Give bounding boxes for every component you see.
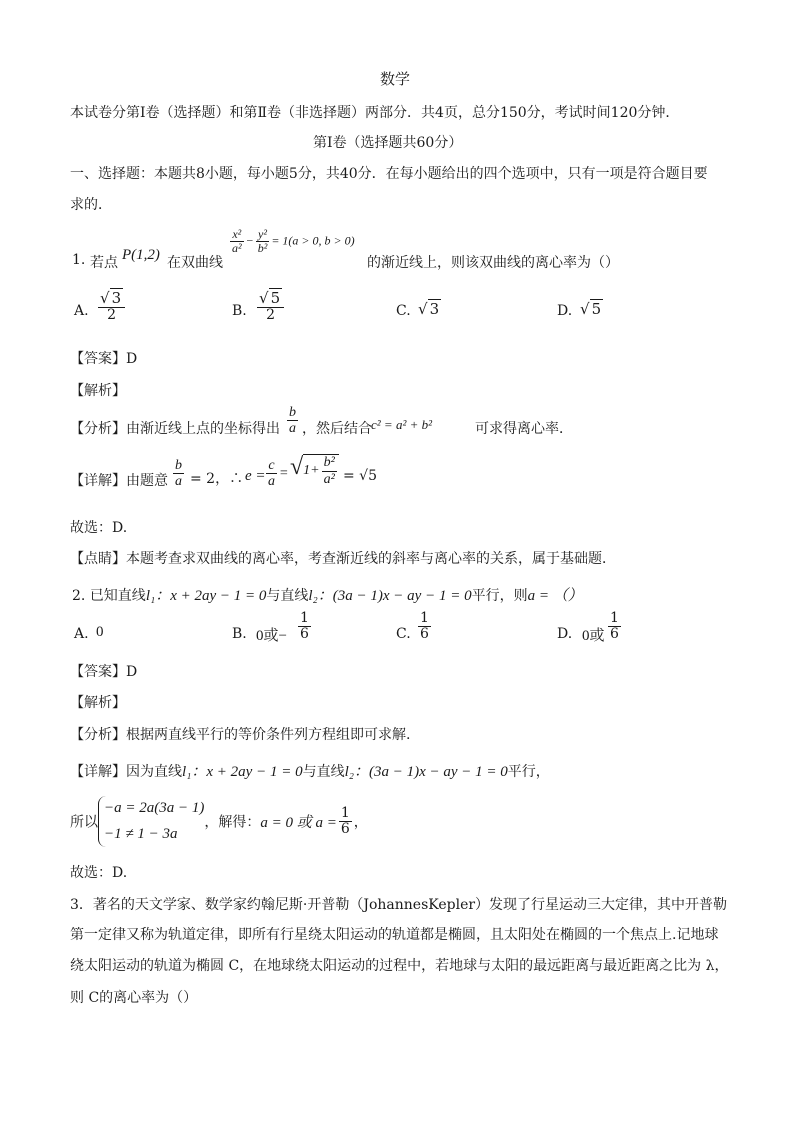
q2-system: 所以 −a = 2a(3a − 1) −1 ≠ 1 − 3a ，解得：a = 0 或 a = $\frac{1}{6}$ ，: [70, 796, 368, 847]
q3-line4: 则 C的离心率为（）: [70, 990, 198, 1006]
q1-option-a-value: $\frac{√ 3}{2}$: [96, 290, 127, 324]
q1-text-b: 在双曲线: [167, 255, 223, 271]
q2-option-b-label: B.: [232, 626, 247, 642]
q2-option-b-frac: $\frac{1}{6}$: [300, 610, 309, 643]
q1-point: P(1,2): [122, 247, 160, 263]
q1-comment: 【点睛】本题考查求双曲线的离心率，考查渐近线的斜率与离心率的关系，属于基础题．: [70, 551, 616, 567]
q1-detail-root: √1+ $\frac{\text{b²}}{\text{a²}}$: [290, 454, 339, 487]
q1-option-b-label: B.: [232, 303, 247, 319]
q1-fenxi-formula: c² = a² + b²: [371, 417, 433, 432]
q2-stem: 2. 已知直线l₁：x + 2ay − 1 = 0与直线l₂：(3a − 1)x − ay − 1 = 0平行，则a = （）: [72, 588, 583, 604]
q1-analysis-label: 【解析】: [70, 383, 126, 399]
detail-label: 【详解】: [70, 473, 126, 489]
q3-line1: 3．著名的天文学家、数学家约翰尼斯·开普勒（JohannesKepler）发现了行星运动三大定律，其中开普勒: [70, 897, 728, 913]
q1-conclusion: 故选：D.: [70, 520, 128, 536]
q1-answer-value: D: [126, 351, 138, 367]
q1-detail-b: = 2，∴: [190, 471, 244, 487]
q2-answer-value: D: [126, 664, 138, 680]
q3-line2: 第一定律又称为轨道定律，即所有行星绕太阳运动的轨道都是椭圆，且太阳处在椭圆的一个焦点上.记地球: [70, 927, 719, 943]
comment-label: 【点睛】: [70, 551, 126, 567]
q1-detail-c: = √5: [343, 468, 378, 484]
q1-fenxi-c: 可求得离心率．: [475, 421, 573, 437]
q1-answer: [70, 348, 137, 368]
q1-cond: = 1(a > 0, b > 0): [271, 233, 355, 248]
q1-number: 1.: [72, 252, 86, 268]
q2-analysis-label: 【解析】: [70, 695, 126, 711]
part1-title: 第Ⅰ卷（选择题共60分）: [313, 135, 463, 151]
q2-option-d-value: 0或: [582, 628, 605, 644]
q1-option-a-label: A.: [74, 303, 89, 319]
q2-result-frac: $\frac{1}{6}$: [340, 804, 350, 837]
fenxi-label: 【分析】: [70, 421, 126, 437]
q1-fenxi-frac: $\frac{b}{a}$: [289, 405, 296, 437]
equation-system: −a = 2a(3a − 1) −1 ≠ 1 − 3a: [98, 796, 204, 847]
section1-heading-cont: 求的．: [70, 197, 112, 213]
q1-fenxi: [70, 418, 280, 438]
q1-detail-frac2: $\frac{c}{a}$ =: [268, 458, 289, 490]
q2-option-b-value: 0或−: [256, 628, 287, 644]
q2-fenxi: 【分析】根据两直线平行的等价条件列方程组即可求解.: [70, 727, 411, 743]
q1-option-b-value: $\frac{√ 5}{2}$: [255, 290, 286, 324]
q2-conclusion: 故选：D.: [70, 865, 128, 881]
q1-option-d-label: D.: [557, 303, 573, 319]
q1-option-c-label: C.: [396, 303, 411, 319]
section1-heading: 一、选择题：本题共8小题，每小题5分，共40分．在每小题给出的四个选项中，只有一项是符合题目要: [70, 166, 708, 182]
q1-fenxi-a: 由渐近线上点的坐标得出: [126, 421, 280, 437]
answer-label: 【答案】: [70, 351, 126, 367]
q2-option-d-frac: $\frac{1}{6}$: [610, 610, 619, 643]
q3-line3: 绕太阳运动的轨道为椭圆 C，在地球绕太阳运动的过程中，若地球与太阳的最远距离与最近距离之比为 λ，: [70, 958, 729, 974]
q1-detail-frac: $\frac{b}{a}$: [175, 458, 182, 490]
q2-answer: 【答案】D: [70, 664, 138, 680]
q2-option-a-label: A.: [74, 626, 89, 642]
q2-detail: 【详解】因为直线l₁：x + 2ay − 1 = 0与直线l₂：(3a − 1)x − ay − 1 = 0平行，: [70, 764, 550, 780]
q2-option-c-label: C.: [396, 626, 411, 642]
q2-option-c-frac: $\frac{1}{6}$: [420, 610, 429, 643]
q1-option-d-value: √ 5: [580, 300, 602, 318]
q2-option-a-value: 0: [96, 624, 104, 640]
q2-l2: l₂：(3a − 1)x − ay − 1 = 0: [308, 588, 472, 604]
q1-hyperbola-eq: $\frac{\text{x²}}{\text{a²}}$ − $\frac{\text{y²}}{\text{b²}}$ = 1(a > 0, b > 0): [232, 227, 355, 256]
page-title: 数学: [380, 70, 411, 88]
q1-option-c-value: √ 3: [418, 300, 440, 318]
q2-l1: l₁：x + 2ay − 1 = 0: [145, 588, 267, 604]
intro-text: 本试卷分第Ⅰ卷（选择题）和第Ⅱ卷（非选择题）两部分．共4页，总分150分，考试时间120分钟．: [70, 105, 680, 121]
q1-text-c: 的渐近线上，则该双曲线的离心率为（）: [367, 255, 619, 271]
q1-text-a: 若点: [90, 255, 118, 271]
q1-fenxi-b: ，然后结合: [302, 421, 372, 437]
q1-detail-eq: e =: [245, 468, 266, 484]
q2-option-d-label: D.: [557, 626, 573, 642]
q1-detail-a: 【详解】由题意: [70, 473, 168, 489]
